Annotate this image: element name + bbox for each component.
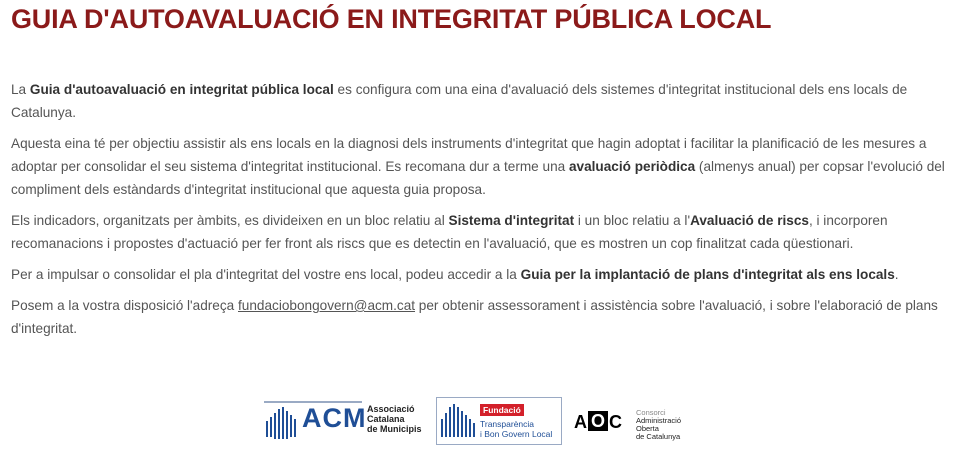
fundacio-logo[interactable] <box>436 397 562 445</box>
risk-evaluation: Avaluació de riscs <box>690 213 809 228</box>
integrity-system: Sistema d'integritat <box>448 213 575 228</box>
fundacio-logo-text: Transparència i Bon Govern Local <box>480 419 553 439</box>
acm-stripes-icon <box>265 403 301 443</box>
intro-paragraph-2: Aquesta eina té per objectiu assistir als ens locals en la diagnosi dels instruments d'integritat que hagin adoptat i facilitar la planificació de les mesures a adoptar per consolidar el seu sistema d'integritat institucional. Es recomana dur a terme una avaluació periòdica (almenys anual) per copsar l'evolució del compliment dels estàndards d'integritat institucional que aquesta guia proposa. <box>11 136 945 197</box>
intro-paragraph-3: Els indicadors, organitzats per àmbits, es divideixen en un bloc relatiu al Sistema d'integritat i un bloc relatiu a l'Avaluació de riscs, i incorporen recomanacions i propostes d'actuació per fer front als riscs que es detectin en l'avaluació, que es mostren un cop finalitzat cada qüestionari. <box>11 213 888 251</box>
intro-paragraph-5: Posem a la vostra disposició l'adreça fundaciobongovern@acm.cat per obtenir assessorament i assistència sobre l'avaluació, i sobre l'elaboració de plans d'integritat. <box>11 298 938 336</box>
acm-logo[interactable] <box>264 397 429 445</box>
guide-name: Guia d'autoavaluació en integritat pública local <box>29 82 334 97</box>
intro-content <box>11 78 951 348</box>
intro-paragraph-1: La Guia d'autoavaluació en integritat pública local es configura com una eina d'avaluació dels sistemes d'integritat institucional dels ens locals de Catalunya. <box>11 82 908 120</box>
aoc-logo-mark: A O C <box>574 411 622 432</box>
partner-logos <box>264 397 704 445</box>
implementation-guide: Guia per la implantació de plans d'integritat als ens locals <box>520 267 895 282</box>
acm-logo-mark: ACM <box>302 403 367 433</box>
aoc-logo-text: Consorci Administració Oberta de Catalunya <box>636 408 682 441</box>
page-title: GUIA D'AUTOAVALUACIÓ EN INTEGRITAT PÚBLICA LOCAL <box>11 4 772 34</box>
fundacio-logo-tag: Fundació <box>480 404 524 416</box>
fundacio-stripes-icon <box>440 401 480 441</box>
contact-email-link[interactable]: fundaciobongovern@acm.cat <box>238 298 416 313</box>
periodic-evaluation: avaluació periòdica <box>568 159 696 174</box>
intro-paragraph-4: Per a impulsar o consolidar el pla d'integritat del vostre ens local, podeu accedir a la Guia per la implantació de plans d'integritat als ens locals. <box>11 267 899 282</box>
aoc-logo[interactable] <box>574 397 704 445</box>
acm-logo-text: Associació Catalana de Municipis <box>367 404 422 434</box>
